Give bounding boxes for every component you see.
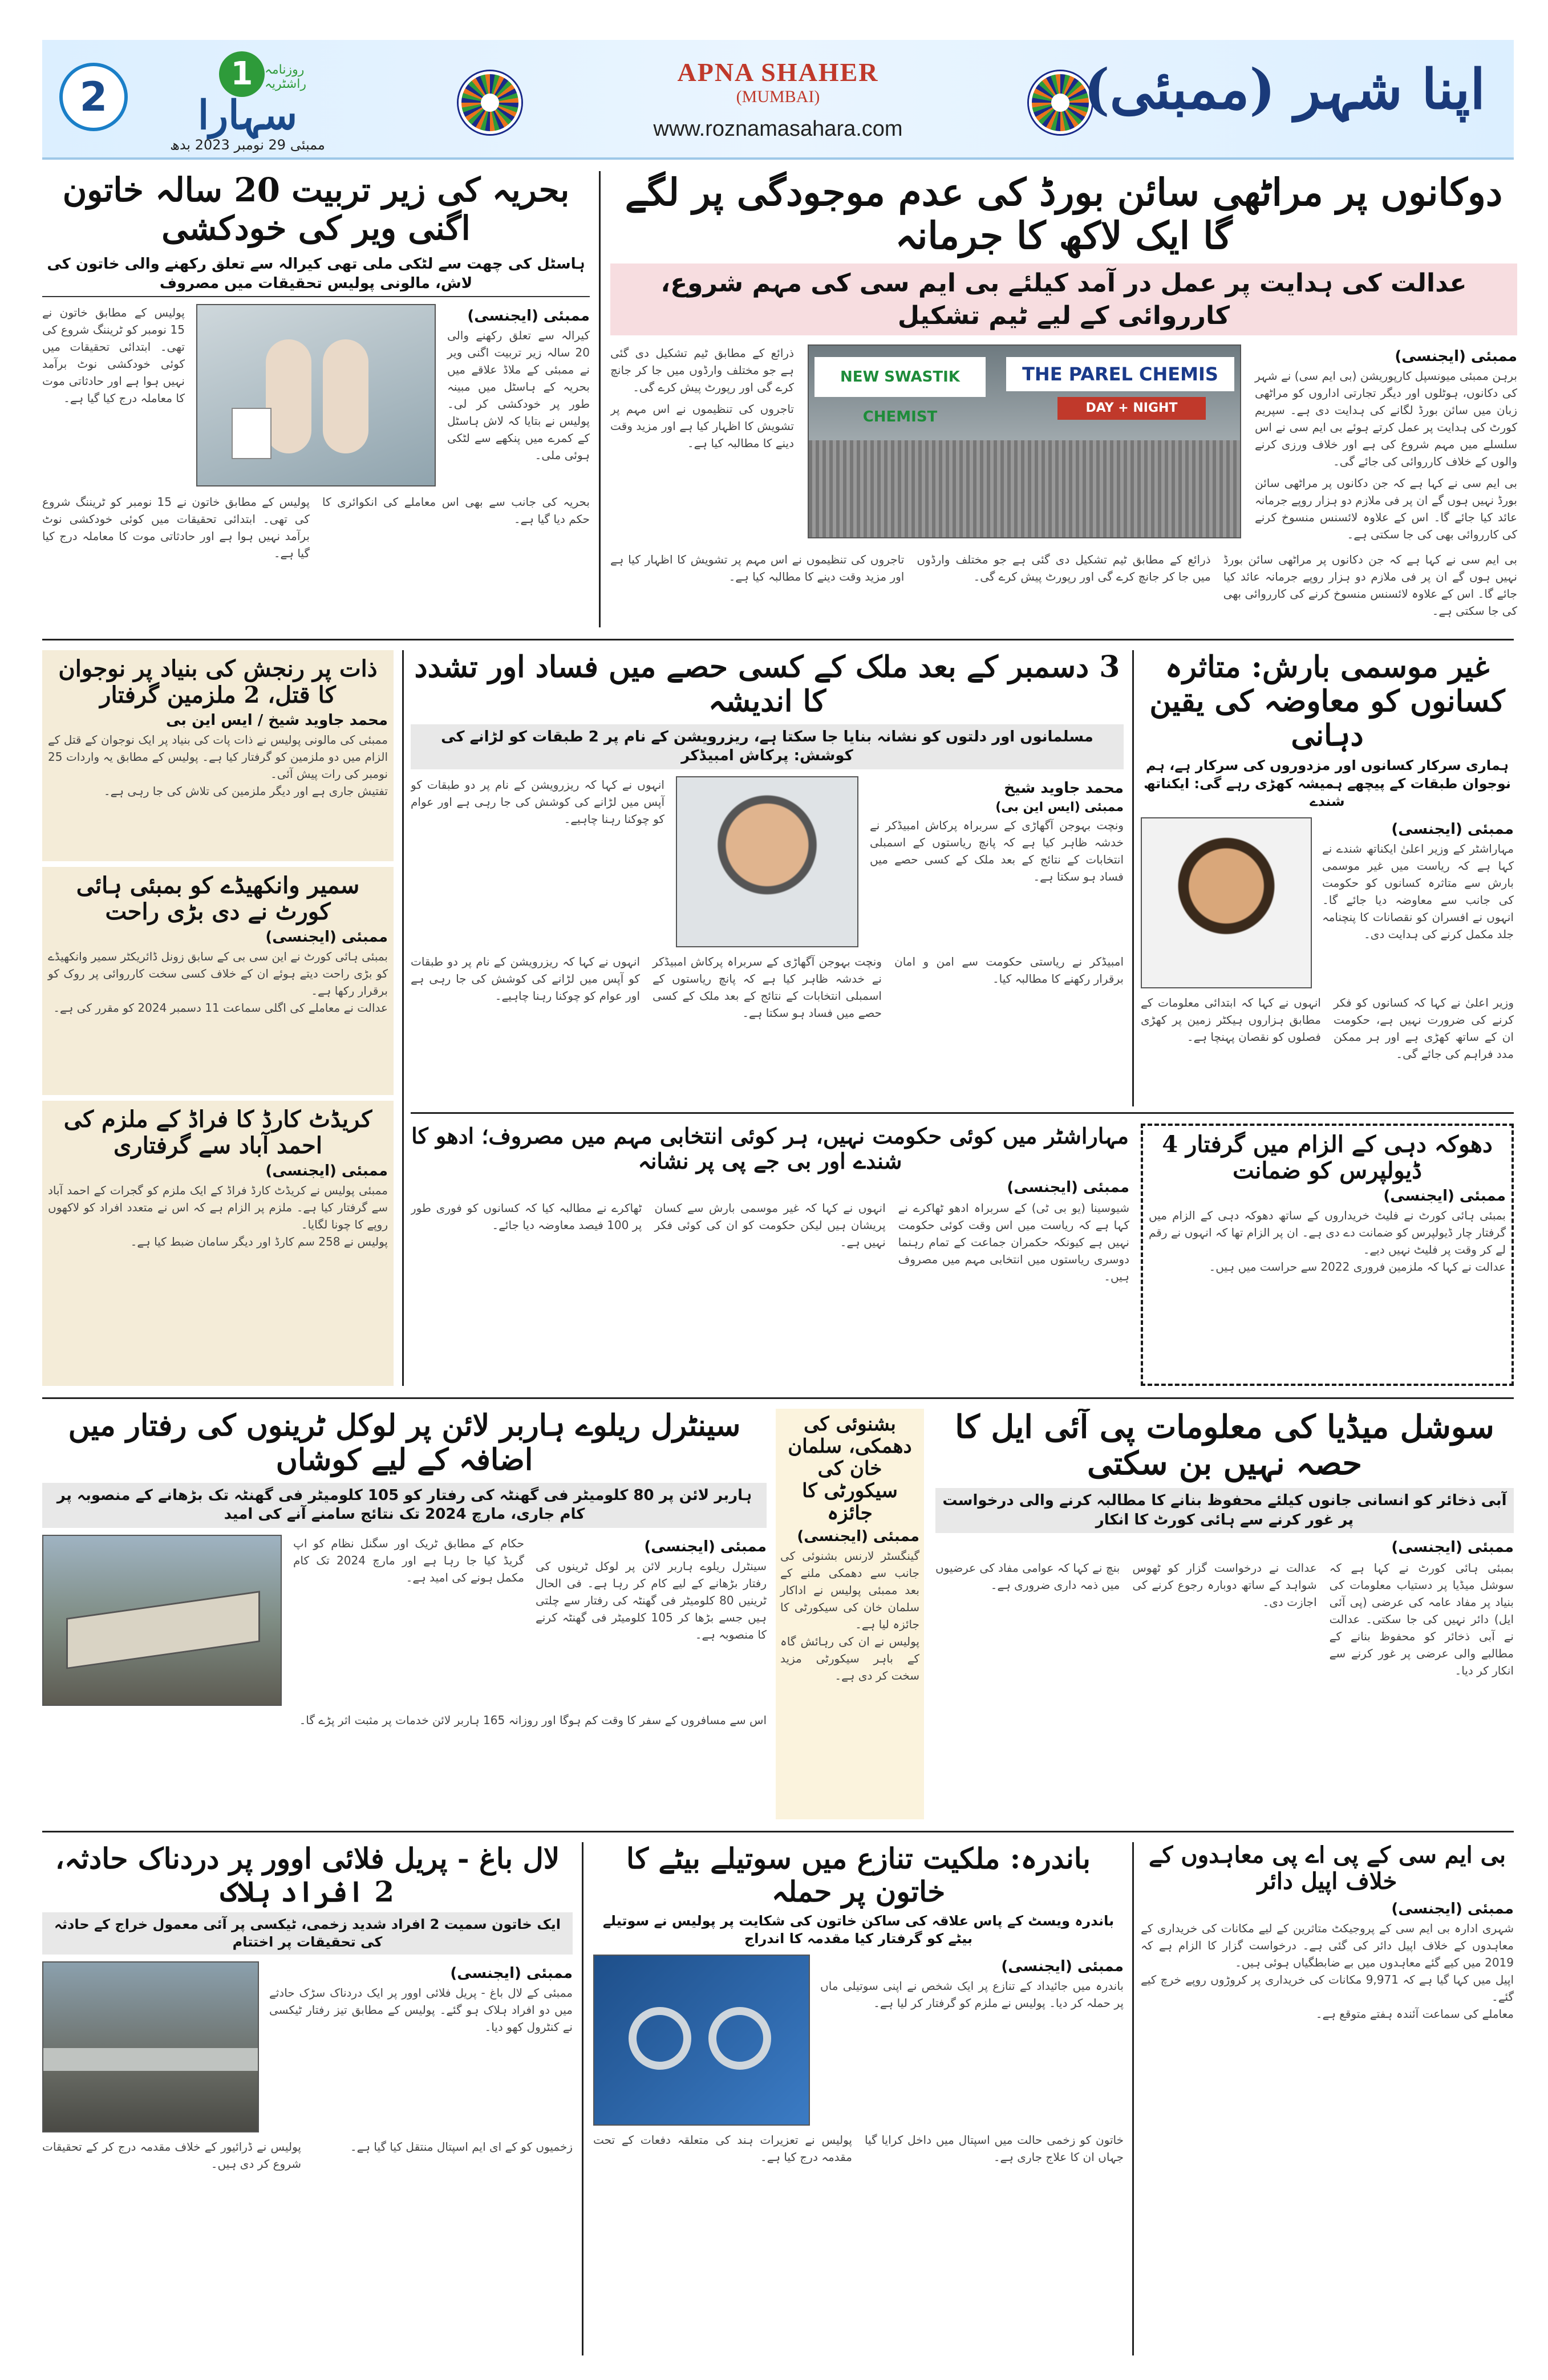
subheadline: ایک خاتون سمیت 2 افراد شدید زخمی، ٹیکسی پر آئی معمول خراج کے حادثہ کی تحقیقات پر اختتام <box>42 1912 573 1955</box>
subheadline: ہاسٹل کی چھت سے لٹکی ملی تھی کیرالہ سے تعلق رکھنے والی خاتون کی لاش، مالونی پولیس تحقیقات میں مصروف <box>42 253 590 297</box>
article-body: ممبئی کے لال باغ - پریل فلائی اوور پر ایک دردناک سڑک حادثے میں دو افراد ہلاک ہو گئے۔ پولیس کے مطابق تیز رفتار ٹیکسی نے کنٹرول کھو دیا۔ <box>269 1986 573 2034</box>
article-body: پولیس نے ان کی رہائش گاہ کے باہر سیکورٹی مزید سخت کر دی ہے۔ <box>780 1635 919 1683</box>
subheadline: ہاربر لائن پر 80 کلومیٹر فی گھنٹہ کی رفتار کو 105 کلومیٹر فی گھنٹہ تک بڑھانے کے منصوبہ پر کام جاری، مارچ 2024 تک نتائج سامنے آنے کی امید <box>42 1483 767 1528</box>
byline: ممبئی (ایجنسی) <box>467 307 590 325</box>
headline: ذات پر رنجش کی بنیاد پر نوجوان کا قتل، 2 ملزمین گرفتار <box>58 655 378 708</box>
article-body: ممبئی کی مالونی پولیس نے ذات پات کی بنیاد پر ایک نوجوان کے قتل کے الزام میں دو ملزمین کو گرفتار کیا ہے۔ پولیس کے مطابق یہ واردات 25 نومبر کی رات پیش آئی۔ <box>48 733 388 781</box>
article-body: اس سے مسافروں کے سفر کا وقت کم ہوگا اور روزانہ 165 ہاربر لائن خدمات پر مثبت اثر پڑے گا۔ <box>299 1713 767 1728</box>
column-divider <box>1132 1842 1134 2355</box>
page-number: 2 <box>59 63 128 131</box>
article-body: وزیر اعلیٰ نے کہا کہ کسانوں کو فکر کرنے کی ضرورت نہیں ہے، حکومت ان کے ساتھ کھڑی ہے اور ہر ممکن مدد فراہم کی جائے گی۔ <box>1334 995 1514 1061</box>
article-body: بحریہ کی جانب سے بھی اس معاملے کی انکوائری کا حکم دیا گیا ہے۔ <box>322 494 590 526</box>
byline: محمد جاوید شیخ / ایس این بی <box>165 712 388 729</box>
article-body: حکام کے مطابق ٹریک اور سگنل نظام کو اپ گریڈ کیا جا رہا ہے اور مارچ 2024 تک کام مکمل ہونے کی امید ہے۔ <box>293 1536 524 1585</box>
subheadline: مسلمانوں اور دلتوں کو نشانہ بنایا جا سکتا ہے، ریزرویشن کے نام پر 2 طبقات کو لڑانے کی کوشش: پرکاش امبیڈکر <box>411 724 1124 770</box>
article-body: پولیس نے ڈرائیور کے خلاف مقدمہ درج کر کے تحقیقات شروع کر دی ہیں۔ <box>42 2140 301 2171</box>
article-lalbagh <box>42 1842 573 2355</box>
article-bmc <box>1141 1842 1514 2355</box>
byline: ممبئی (ایجنسی) <box>797 1528 919 1546</box>
subheadline: آبی ذخائر کو انسانی جانوں کیلئے محفوظ بنانے کا مطالبہ کرنے والی درخواست پر غور کرنے سے ہائی کورٹ کا انکار <box>935 1488 1514 1534</box>
article-salman <box>776 1409 924 1819</box>
headline: سینٹرل ریلوے ہاربر لائن پر لوکل ٹرینوں کی رفتار میں اضافہ کے لیے کوشاں <box>68 1409 741 1477</box>
subheadline: باندرہ ویسٹ کے پاس علاقہ کی ساکن خاتون کی شکایت پر پولیس نے سوتیلے بیٹے کو گرفتار کیا مقدمہ کا اندراج <box>602 1913 1115 1947</box>
article-body: ونچت بہوجن آگھاڑی کے سربراہ پرکاش امبیڈکر نے خدشہ ظاہر کیا ہے کہ پانچ ریاستوں کے اسمبلی انتخابات کے نتائج کے بعد ملک کے کسی حصے میں فساد ہو سکتا ہے۔ <box>870 818 1124 884</box>
subheadline: ہماری سرکار کسانوں اور مزدوروں کی سرکار ہے، ہم نوجوان طبقات کے پیچھے ہمیشہ کھڑی رہے گی: ایکناتھ شندے <box>1144 757 1511 809</box>
headline: لال باغ - پریل فلائی اوور پر دردناک حادثہ، 2 افراد ہلاک <box>55 1842 560 1908</box>
byline: ممبئی (ایجنسی) <box>1395 348 1517 366</box>
headline: 3 دسمبر کے بعد ملک کے کسی حصے میں فساد اور تشدد کا اندیشہ <box>414 650 1120 719</box>
article-body: پولیس کے مطابق خاتون نے 15 نومبر کو ٹریننگ شروع کی تھی۔ ابتدائی تحقیقات میں کوئی خودکشی نوٹ برآمد نہیں ہوا ہے اور حادثاتی موت کا معاملہ درج کیا گیا ہے۔ <box>42 305 185 405</box>
headline: کریڈٹ کارڈ کا فراڈ کے ملزم کی احمد آباد سے گرفتاری <box>63 1106 372 1159</box>
article-body: تاجروں کی تنظیموں نے اس مہم پر تشویش کا اظہار کیا ہے اور مزید وقت دینے کا مطالبہ کیا ہے۔ <box>610 553 905 584</box>
article-body: بی ایم سی نے کہا ہے کہ جن دکانوں پر مراٹھی سائن بورڈ نہیں ہوں گے ان پر فی ملازم دو ہزار روپے جرمانہ عائد کیا جائے گا۔ اس کے علاوہ لائسنس منسوخ کرنے کی کارروائی بھی کی جا سکتی ہے۔ <box>1255 476 1517 542</box>
article-bandra <box>593 1842 1124 2355</box>
newspaper-logo[interactable] <box>151 51 345 154</box>
article-body: ذرائع کے مطابق ٹیم تشکیل دی گئی ہے جو مختلف وارڈوں میں جا کر جانچ کرے گی اور رپورٹ پیش کرے گی۔ <box>610 346 794 395</box>
article-body: عدالت نے کہا کہ ملزمین فروری 2022 سے حراست میں ہیں۔ <box>1209 1260 1506 1274</box>
article-body: ونچت بہوجن آگھاڑی کے سربراہ پرکاش امبیڈکر نے خدشہ ظاہر کیا ہے کہ پانچ ریاستوں کے اسمبلی انتخابات کے نتائج کے بعد ملک کے کسی حصے میں فساد ہو سکتا ہے۔ <box>653 955 882 1020</box>
byline: ممبئی (ایس این بی) <box>995 800 1124 815</box>
article-violence <box>411 650 1124 1106</box>
row-divider <box>42 639 1514 640</box>
byline: ممبئی (ایجنسی) <box>265 1162 388 1179</box>
headline: بحریہ کی زیر تربیت 20 سالہ خاتون اگنی ویر کی خودکشی <box>62 171 570 248</box>
article-body: شیوسینا (یو بی ٹی) کے سربراہ ادھو ٹھاکرے نے کہا ہے کہ ریاست میں اس وقت کوئی حکومت نہیں ہے کیونکہ حکمران جماعت کے تمام رہنما دوسری ریاستوں میں انتخابی مہم میں مصروف ہیں۔ <box>898 1201 1129 1284</box>
eknath-shinde-photo <box>1141 817 1312 988</box>
article-body: مہاراشٹر کے وزیر اعلیٰ ایکناتھ شندے نے کہا ہے کہ ریاست میں غیر موسمی بارش سے متاثرہ کسانوں کو حکومت کی جانب سے معاوضہ دیا جائے گا۔ انہوں نے افسران کو نقصانات کا پنچنامہ جلد مکمل کرنے کی ہدایت دی۔ <box>1322 841 1514 941</box>
article-rain <box>1141 650 1514 1106</box>
section-title-ur: اپنا شہر (ممبئی) <box>1084 57 1485 121</box>
headline: باندرہ: ملکیت تنازع میں سوتیلے بیٹے کا خاتون پر حملہ <box>626 1842 1091 1908</box>
byline: ممبئی (ایجنسی) <box>1007 1179 1129 1197</box>
shop-shutter <box>809 440 1240 537</box>
toe-tag-icon <box>232 408 271 459</box>
prakash-ambedkar-photo <box>676 776 858 947</box>
article-body: پولیس نے تعزیرات ہند کی متعلقہ دفعات کے تحت مقدمہ درج کیا ہے۔ <box>593 2133 852 2164</box>
byline: محمد جاوید شیخ <box>1004 780 1124 797</box>
article-body: بی ایم سی نے کہا ہے کہ جن دکانوں پر مراٹھی سائن بورڈ نہیں ہوں گے ان پر فی ملازم دو ہزار روپے جرمانہ عائد کیا جائے گا۔ اس کے علاوہ لائسنس منسوخ کرنے کی کارروائی بھی کی جا سکتی ہے۔ <box>1223 553 1517 618</box>
article-navy <box>42 171 590 627</box>
article-body: ذرائع کے مطابق ٹیم تشکیل دی گئی ہے جو مختلف وارڈوں میں جا کر جانچ کرے گی اور رپورٹ پیش کرے گی۔ <box>917 553 1211 584</box>
flyover-shape <box>43 2048 258 2071</box>
train-shape <box>66 1591 260 1669</box>
photo-sign: THE PAREL CHEMIS <box>1006 357 1234 391</box>
article-social-media <box>935 1409 1514 1819</box>
subheadline: عدالت کی ہدایت پر عمل در آمد کیلئے بی ایم سی کی مہم شروع، کارروائی کے لیے ٹیم تشکیل <box>610 263 1517 335</box>
article-signboard <box>610 171 1517 627</box>
article-body: بنچ نے کہا کہ عوامی مفاد کی عرضیوں میں ذمہ داری ضروری ہے۔ <box>935 1561 1120 1592</box>
photo-sign: NEW SWASTIK CHEMIST <box>814 357 986 397</box>
byline: ممبئی (ایجنسی) <box>1391 1539 1514 1556</box>
byline: ممبئی (ایجنسی) <box>1001 1958 1124 1976</box>
row-divider <box>42 1831 1514 1832</box>
article-railway <box>42 1409 767 1819</box>
section-city-en: (MUMBAI) <box>736 87 820 106</box>
column-divider <box>402 650 404 1386</box>
headline: دوکانوں پر مراٹھی سائن بورڈ کی عدم موجودگی پر لگے گا ایک لاکھ کا جرمانہ <box>625 171 1503 258</box>
handcuffs-photo <box>593 1955 810 2126</box>
headline: سوشل میڈیا کی معلومات پی آئی ایل کا حصہ نہیں بن سکتی <box>955 1409 1494 1483</box>
article-body: سینٹرل ریلوے ہاربر لائن پر لوکل ٹرینوں کی رفتار بڑھانے کے لیے کام کر رہا ہے۔ فی الحال ٹرینیں 80 کلومیٹر فی گھنٹہ کی رفتار سے چلتی ہیں جسے بڑھا کر 105 کلومیٹر فی گھنٹہ کرنے کا منصوبہ ہے۔ <box>536 1559 767 1642</box>
article-body: خاتون کو زخمی حالت میں اسپتال میں داخل کرایا گیا جہاں ان کا علاج جاری ہے۔ <box>865 2133 1124 2164</box>
section-title-block <box>556 57 1000 141</box>
headline: بی ایم سی کے پی اے پی معاہدوں کے خلاف اپیل دائر <box>1148 1842 1506 1895</box>
foot-shape <box>323 339 368 453</box>
byline: ممبئی (ایجنسی) <box>450 1965 573 1982</box>
article-body: زخمیوں کو کے ای ایم اسپتال منتقل کیا گیا ہے۔ <box>350 2140 573 2154</box>
article-body: پولیس نے 258 سم کارڈ اور دیگر سامان ضبط کیا ہے۔ <box>130 1235 388 1248</box>
article-body: عدالت نے درخواست گزار کو ٹھوس شواہد کے ساتھ دوبارہ رجوع کرنے کی اجازت دی۔ <box>1132 1561 1317 1609</box>
article-caste <box>42 650 394 861</box>
issue-date: ممبئی 29 نومبر 2023 بدھ <box>170 137 325 153</box>
body-feet-photo <box>196 304 436 486</box>
byline: ممبئی (ایجنسی) <box>265 929 388 946</box>
article-body: انہوں نے کہا کہ ریزرویشن کے نام پر دو طبقات کو آپس میں لڑانے کی کوشش کی جا رہی ہے اور عوام کو چوکنا رہنا چاہیے۔ <box>411 778 664 826</box>
section-title-en: APNA SHAHER <box>677 58 879 87</box>
article-body: باندرہ میں جائیداد کے تنازع پر ایک شخص نے اپنی سوتیلی ماں پر حملہ کر دیا۔ پولیس نے ملزم کو گرفتار کر لیا ہے۔ <box>820 1979 1124 2010</box>
byline: ممبئی (ایجنسی) <box>1391 1900 1514 1917</box>
article-sameer <box>42 867 394 1095</box>
article-body: اپیل میں کہا گیا ہے کہ 9,971 مکانات کی خریداری پر کروڑوں روپے خرچ کیے گئے۔ <box>1141 1973 1514 2004</box>
article-body: تاجروں کی تنظیموں نے اس مہم پر تشویش کا اظہار کیا ہے اور مزید وقت دینے کا مطالبہ کیا ہے۔ <box>610 402 794 451</box>
logo-name: سہارا <box>197 91 298 139</box>
article-body: ممبئی پولیس نے کریڈٹ کارڈ فراڈ کے ایک ملزم کو گجرات کے احمد آباد سے گرفتار کیا ہے۔ ملزم پر الزام ہے کہ اس نے متعدد افراد کو لاکھوں روپے کا چونا لگایا۔ <box>48 1183 388 1231</box>
column-divider <box>599 171 601 627</box>
article-body: انہوں نے کہا کہ ابتدائی معلومات کے مطابق ہزاروں ہیکٹر زمین پر کھڑی فصلوں کو نقصان پہنچا ہے۔ <box>1141 995 1321 1044</box>
article-body: شہری ادارہ بی ایم سی کے پروجیکٹ متاثرین کے لیے مکانات کی خریداری کے معاہدوں کے خلاف اپیل دائر کی گئی ہے۔ درخواست گزار کا الزام ہے کہ 2019 میں کیے گئے معاہدوں میں بے ضابطگیاں ہوئی ہیں۔ <box>1141 1921 1514 1969</box>
article-body: کیرالہ سے تعلق رکھنے والی 20 سالہ زیر تربیت اگنی ویر نے ممبئی کے ملاڈ علاقے میں بحریہ کے ہاسٹل میں مبینہ طور پر خودکشی کر لی۔ پولیس نے بتایا کہ لاش ہاسٹل کے کمرے میں پنکھے سے لٹکی ہوئی ملی۔ <box>447 328 590 462</box>
article-body: معاملے کی سماعت آئندہ ہفتے متوقع ہے۔ <box>1315 2007 1514 2021</box>
article-body: بمبئی ہائی کورٹ نے کہا ہے کہ سوشل میڈیا پر دستیاب معلومات کی بنیاد پر مفاد عامہ کی عرضی (پی آئی ایل) دائر نہیں کی جا سکتی۔ عدالت نے آبی ذخائر کو محفوظ بنانے کے مطالبے والی عرضی پر غور کرنے سے انکار کر دیا۔ <box>1329 1561 1514 1678</box>
article-body: برہن ممبئی میونسپل کارپوریشن (بی ایم سی) نے شہر کی دکانوں، ہوٹلوں اور دیگر تجارتی اداروں کو مراٹھی زبان میں سائن بورڈ لگانے کی ہدایت دی ہے۔ سپریم کورٹ کی ہدایت پر عمل کرتے ہوئے بی ایم سی نے اس سلسلے میں مہم شروع کی ہے اور خلاف ورزی کرنے والوں کے خلاف کارروائی کی جائے گی۔ <box>1255 369 1517 469</box>
article-body: انہوں نے کہا کہ غیر موسمی بارش سے کسان پریشان ہیں لیکن حکومت کو ان کی کوئی فکر نہیں ہے۔ <box>654 1201 886 1250</box>
local-train-photo <box>42 1535 282 1706</box>
flyover-traffic-photo <box>42 1961 259 2132</box>
column-divider <box>582 1842 583 2355</box>
headline: غیر موسمی بارش: متاثرہ کسانوں کو معاوضہ کی یقین دہانی <box>1149 650 1505 753</box>
headline: بشنوئی کی دھمکی، سلمان خان کی سیکورٹی کا جائزہ <box>788 1413 912 1525</box>
article-body: عدالت نے معاملے کی اگلی سماعت 11 دسمبر 2024 کو مقرر کی ہے۔ <box>53 1001 388 1015</box>
headline: سمیر وانکھیڈے کو بمبئی ہائی کورٹ نے دی بڑی راحت <box>76 872 360 925</box>
website-link[interactable]: www.roznamasahara.com <box>653 117 903 141</box>
compass-rose-icon <box>459 71 521 134</box>
article-body: بمبئی ہائی کورٹ نے فلیٹ خریداروں کے ساتھ دھوکہ دہی کے الزام میں گرفتار چار ڈیولپرس کو ضمانت دے دی ہے۔ ان پر الزام تھا کہ انہوں نے رقم لے کر وقت پر فلیٹ نہیں دیے۔ <box>1149 1209 1506 1256</box>
headline: دھوکہ دہی کے الزام میں گرفتار 4 ڈیولپرس کو ضمانت <box>1162 1131 1493 1184</box>
foot-shape <box>266 339 311 453</box>
row-divider <box>42 1397 1514 1399</box>
handcuff-ring-icon <box>629 2007 691 2070</box>
byline: ممبئی (ایجنسی) <box>1383 1187 1506 1205</box>
headline: مہاراشٹر میں کوئی حکومت نہیں، ہر کوئی انتخابی مہم میں مصروف؛ ادھو کا شندے اور بی جے پی پر نشانہ <box>411 1124 1129 1174</box>
article-body: امبیڈکر نے ریاستی حکومت سے امن و امان برقرار رکھنے کا مطالبہ کیا۔ <box>894 955 1124 986</box>
masthead <box>42 40 1514 160</box>
article-body: انہوں نے کہا کہ ریزرویشن کے نام پر دو طبقات کو آپس میں لڑانے کی کوشش کی جا رہی ہے اور عوام کو چوکنا رہنا چاہیے۔ <box>411 955 640 1003</box>
handcuff-ring-icon <box>708 2007 771 2070</box>
column-divider <box>1132 650 1134 1106</box>
logo-anniversary-badge: 1 <box>219 51 265 97</box>
article-maharashtra <box>411 1124 1129 1386</box>
article-body: بمبئی ہائی کورٹ نے این سی بی کے سابق زونل ڈائریکٹر سمیر وانکھیڈے کو بڑی راحت دیتے ہوئے ان کے خلاف کسی سخت کارروائی پر روک کو برقرار رکھا ہے۔ <box>48 950 388 998</box>
article-body: گینگسٹر لارنس بشنوئی کی جانب سے دھمکی ملنے کے بعد ممبئی پولیس نے اداکار سلمان خان کی سیکورٹی کا جائزہ لیا ہے۔ <box>780 1549 919 1632</box>
article-body: ٹھاکرے نے مطالبہ کیا کہ کسانوں کو فوری طور پر 100 فیصد معاوضہ دیا جائے۔ <box>411 1201 642 1232</box>
byline: ممبئی (ایجنسی) <box>1391 820 1514 838</box>
logo-tagline: روزنامہ راشٹریہ <box>265 63 306 91</box>
article-body: پولیس کے مطابق خاتون نے 15 نومبر کو ٹریننگ شروع کی تھی۔ ابتدائی تحقیقات میں کوئی خودکشی نوٹ برآمد نہیں ہوا ہے اور حادثاتی موت کا معاملہ درج کیا گیا ہے۔ <box>42 494 310 560</box>
row-divider <box>411 1112 1514 1114</box>
photo-sign: DAY + NIGHT <box>1057 397 1206 420</box>
byline: ممبئی (ایجنسی) <box>644 1538 767 1556</box>
article-body: تفتیش جاری ہے اور دیگر ملزمین کی تلاش کی جا رہی ہے۔ <box>103 784 388 798</box>
article-credit <box>42 1101 394 1386</box>
article-dhokha <box>1141 1124 1514 1386</box>
shop-signboard-photo <box>808 344 1241 538</box>
